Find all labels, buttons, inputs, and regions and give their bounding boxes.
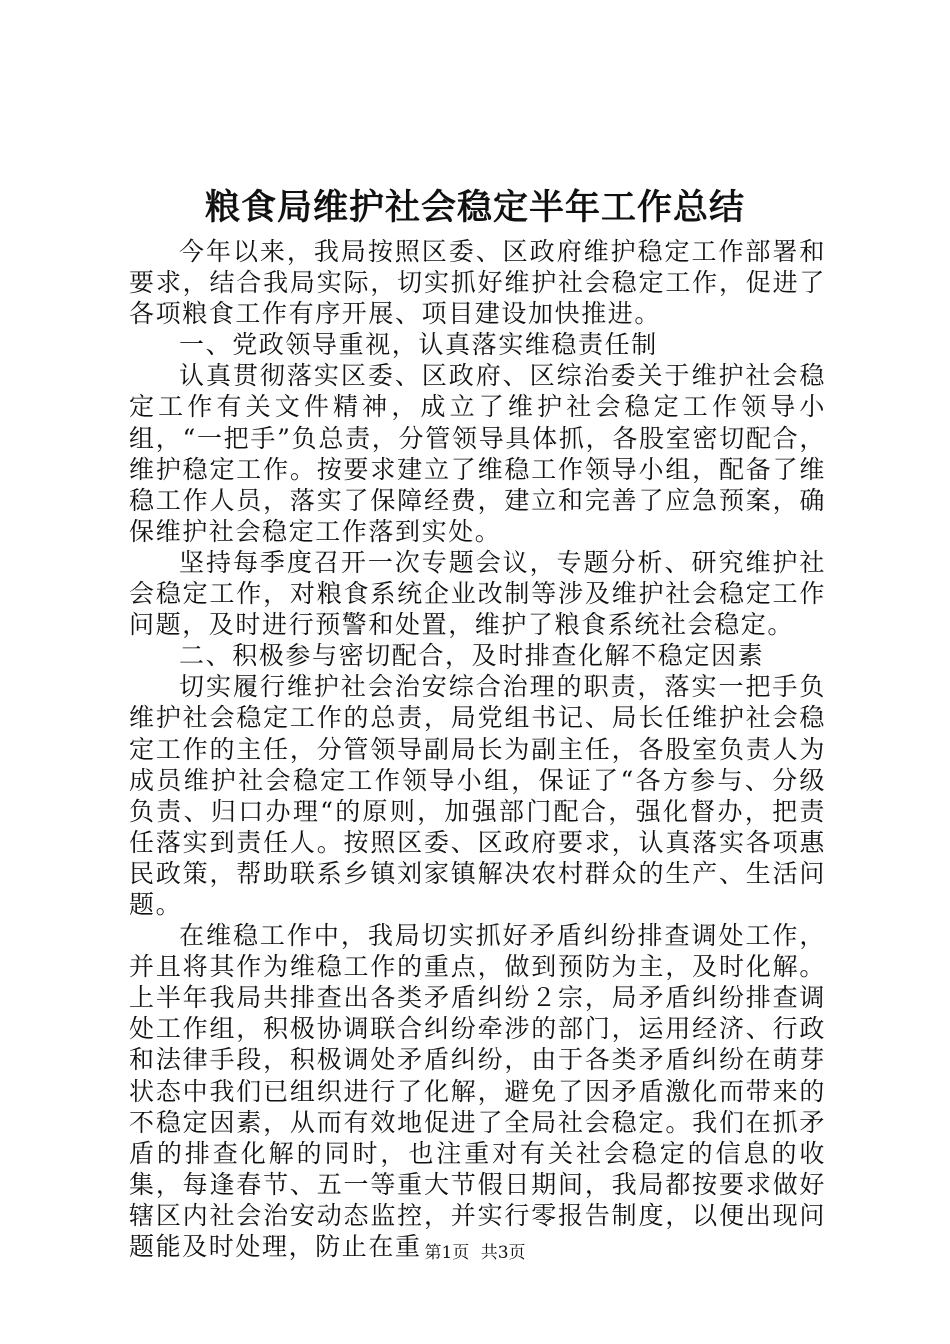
page-footer <box>0 1241 950 1265</box>
page-number: 第1页 <box>424 1243 470 1263</box>
paragraph: 切实履行维护社会治安综合治理的职责，落实一把手负维护社会稳定工作的总责，局党组书记、局长任维护社会稳定工作的主任，分管领导副局长为副主任，各股室负责人为成员维护社会稳定工作领导小组，保证了“各方参与、分级负责、归口办理“的原则，加强部门配合，强化督办，把责任落实到责任人。按照区委、区政府要求，认真落实各项惠民政策，帮助联系乡镇刘家镇解决农村群众的生产、生活问题。 <box>129 672 826 919</box>
document-body <box>129 236 826 1262</box>
paragraph: 认真贯彻落实区委、区政府、区综治委关于维护社会稳定工作有关文件精神，成立了维护社会稳定工作领导小组，“一把手”负总责，分管领导具体抓，各股室密切配合，维护稳定工作。按要求建立了维稳工作领导小组，配备了维稳工作人员，落实了保障经费，建立和完善了应急预案，确保维护社会稳定工作落到实处。 <box>129 361 826 546</box>
section-heading-2: 二、积极参与密切配合，及时排查化解不稳定因素 <box>179 641 765 671</box>
section-heading-1: 一、党政领导重视，认真落实维稳责任制 <box>179 330 658 360</box>
paragraph: 坚持每季度召开一次专题会议，专题分析、研究维护社会稳定工作，对粮食系统企业改制等涉及维护社会稳定工作问题，及时进行预警和处置，维护了粮食系统社会稳定。 <box>129 547 826 640</box>
paragraph-intro: 今年以来，我局按照区委、区政府维护稳定工作部署和要求，结合我局实际，切实抓好维护社会稳定工作，促进了各项粮食工作有序开展、项目建设加快推进。 <box>129 237 826 329</box>
paragraph: 在维稳工作中，我局切实抓好矛盾纠纷排查调处工作，并且将其作为维稳工作的重点，做到预防为主，及时化解。上半年我局共排查出各类矛盾纠纷２宗，局矛盾纠纷排查调处工作组，积极协调联合纠纷牵涉的部门，运用经济、行政和法律手段，积极调处矛盾纠纷，由于各类矛盾纠纷在萌芽状态中我们已组织进行了化解，避免了因矛盾激化而带来的不稳定因素，从而有效地促进了全局社会稳定。我们在抓矛盾的排查化解的同时，也注重对有关社会稳定的信息的收集，每逢春节、五一等重大节假日期间，我局都按要求做好辖区内社会治安动态监控，并实行零报告制度，以便出现问题能及时处理，防止在重 <box>129 921 826 1261</box>
page-total: 共3页 <box>480 1243 526 1263</box>
document-title: 粮食局维护社会稳定半年工作总结 <box>204 187 745 228</box>
